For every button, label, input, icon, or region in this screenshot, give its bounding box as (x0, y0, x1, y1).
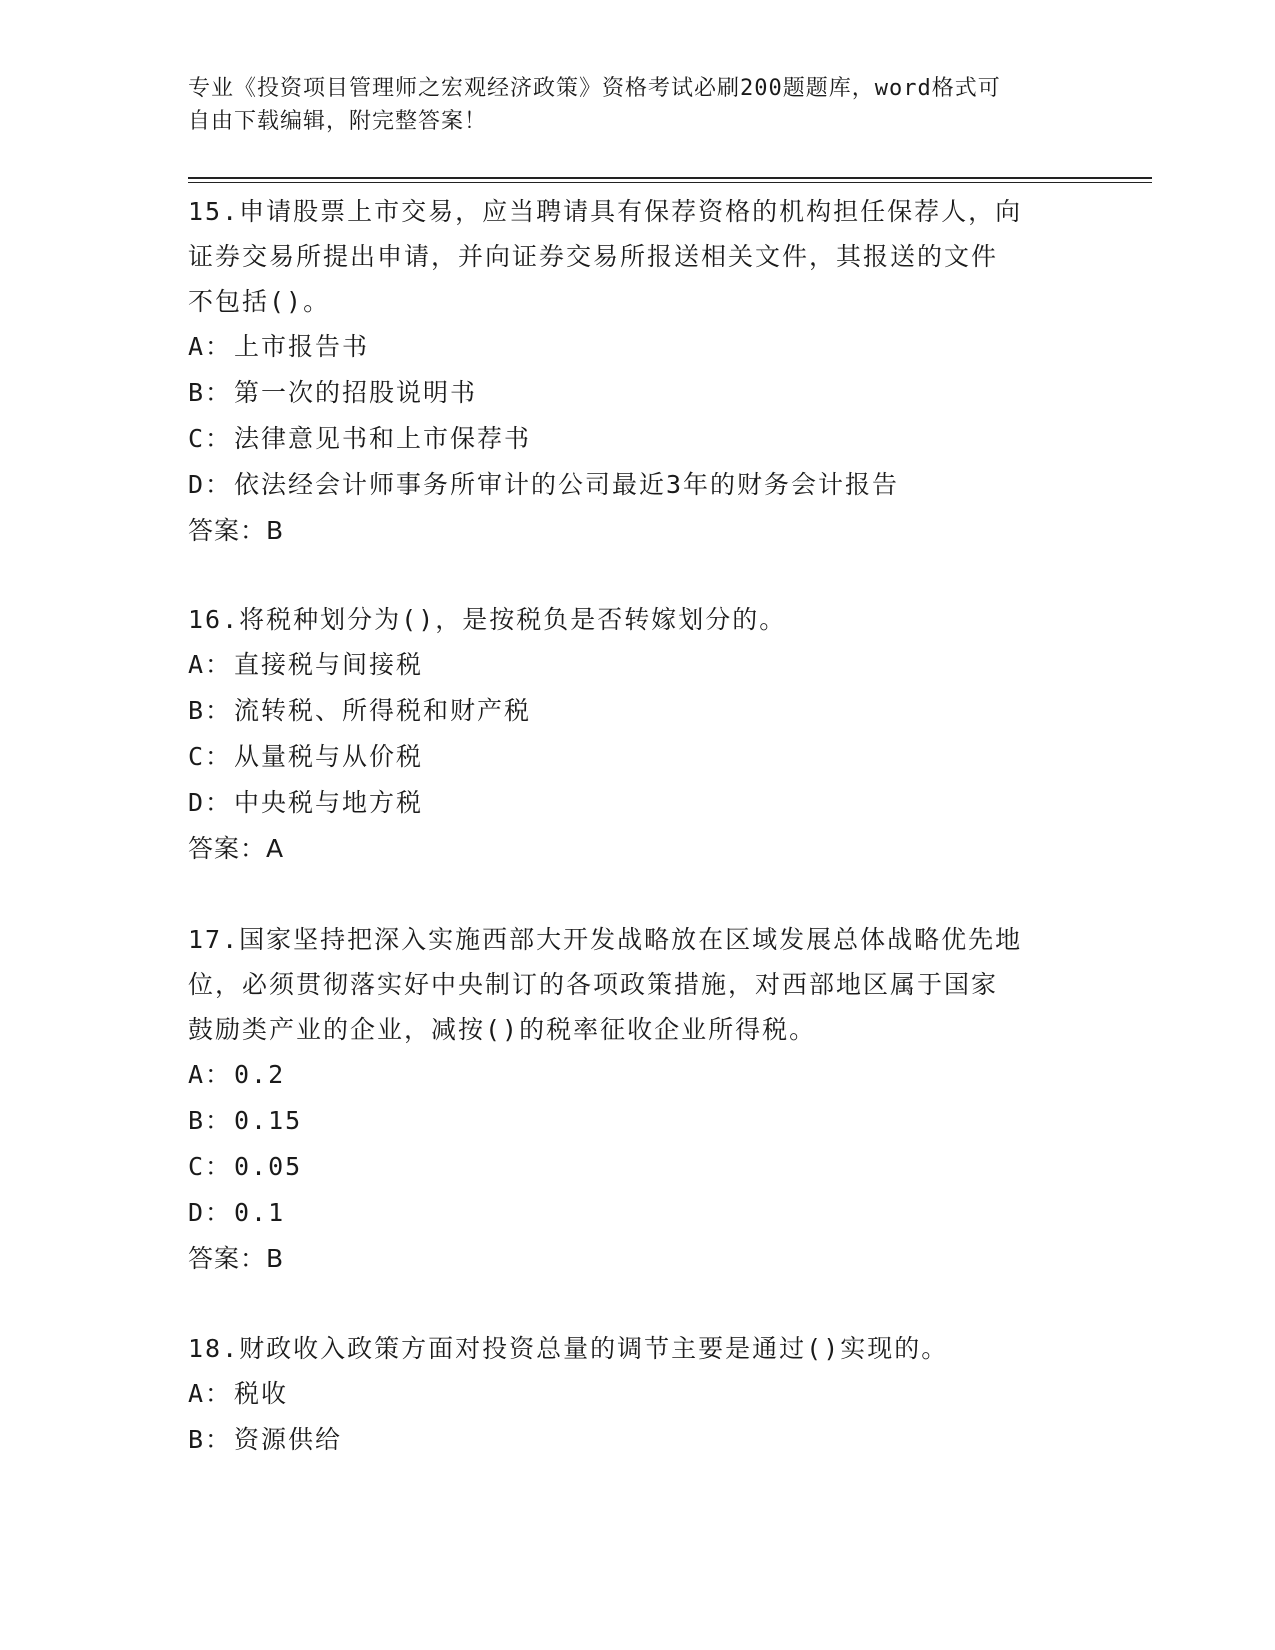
question-stem-line: 15.申请股票上市交易，应当聘请具有保荐资格的机构担任保荐人，向 (188, 197, 1023, 226)
option-a (188, 324, 1068, 370)
option-text: 依法经会计师事务所审计的公司最近3年的财务会计报告 (234, 470, 900, 499)
option-key: A： (188, 650, 233, 679)
option-b (188, 370, 1068, 416)
option-d (188, 462, 1068, 508)
question-stem-line: 18.财政收入政策方面对投资总量的调节主要是通过()实现的。 (188, 1334, 949, 1363)
option-text: 资源供给 (234, 1425, 343, 1454)
answer-label: 答案：B (188, 1244, 285, 1273)
question-stem-line: 不包括()。 (188, 287, 331, 316)
option-text: 从量税与从价税 (234, 742, 424, 771)
question-stem-line: 证券交易所提出申请，并向证券交易所报送相关文件，其报送的文件 (188, 242, 999, 271)
option-d (188, 780, 1068, 826)
question-stem-line: 鼓励类产业的企业，减按()的税率征收企业所得税。 (188, 1015, 817, 1044)
option-text: 0.1 (234, 1198, 286, 1227)
option-text: 第一次的招股说明书 (234, 378, 478, 407)
option-key: D： (188, 470, 233, 499)
option-key: C： (188, 1152, 233, 1181)
option-key: A： (188, 1060, 233, 1089)
answer-label: 答案：A (188, 834, 285, 863)
option-key: A： (188, 1379, 233, 1408)
question-16 (188, 597, 1068, 872)
option-c (188, 416, 1068, 462)
question-stem-line: 17.国家坚持把深入实施西部大开发战略放在区域发展总体战略优先地 (188, 925, 1023, 954)
option-text: 税收 (234, 1379, 289, 1408)
option-b (188, 1098, 1068, 1144)
option-b (188, 688, 1068, 734)
question-18 (188, 1326, 1068, 1463)
option-a (188, 642, 1068, 688)
option-text: 中央税与地方税 (234, 788, 424, 817)
option-d (188, 1190, 1068, 1236)
option-key: B： (188, 1425, 233, 1454)
option-a (188, 1052, 1068, 1098)
document-header (188, 72, 1088, 138)
option-text: 上市报告书 (234, 332, 370, 361)
header-divider-thin (188, 182, 1152, 183)
option-key: D： (188, 1198, 233, 1227)
answer-label: 答案：B (188, 516, 285, 545)
option-key: B： (188, 1106, 233, 1135)
option-c (188, 734, 1068, 780)
question-15 (188, 189, 1068, 554)
header-line-2: 自由下载编辑，附完整答案！ (188, 109, 488, 134)
option-text: 0.15 (234, 1106, 303, 1135)
question-17 (188, 917, 1068, 1282)
option-text: 法律意见书和上市保荐书 (234, 424, 532, 453)
question-stem-line: 位，必须贯彻落实好中央制订的各项政策措施，对西部地区属于国家 (188, 970, 999, 999)
option-b (188, 1417, 1068, 1463)
option-key: A： (188, 332, 233, 361)
option-c (188, 1144, 1068, 1190)
option-key: C： (188, 742, 233, 771)
option-key: B： (188, 378, 233, 407)
option-text: 0.05 (234, 1152, 303, 1181)
option-key: C： (188, 424, 233, 453)
option-a (188, 1371, 1068, 1417)
option-key: B： (188, 696, 233, 725)
question-stem-line: 16.将税种划分为()，是按税负是否转嫁划分的。 (188, 605, 787, 634)
option-text: 0.2 (234, 1060, 286, 1089)
option-text: 流转税、所得税和财产税 (234, 696, 532, 725)
header-divider-thick (188, 177, 1152, 179)
option-key: D： (188, 788, 233, 817)
option-text: 直接税与间接税 (234, 650, 424, 679)
header-line-1: 专业《投资项目管理师之宏观经济政策》资格考试必刷200题题库，word格式可 (188, 76, 1001, 101)
